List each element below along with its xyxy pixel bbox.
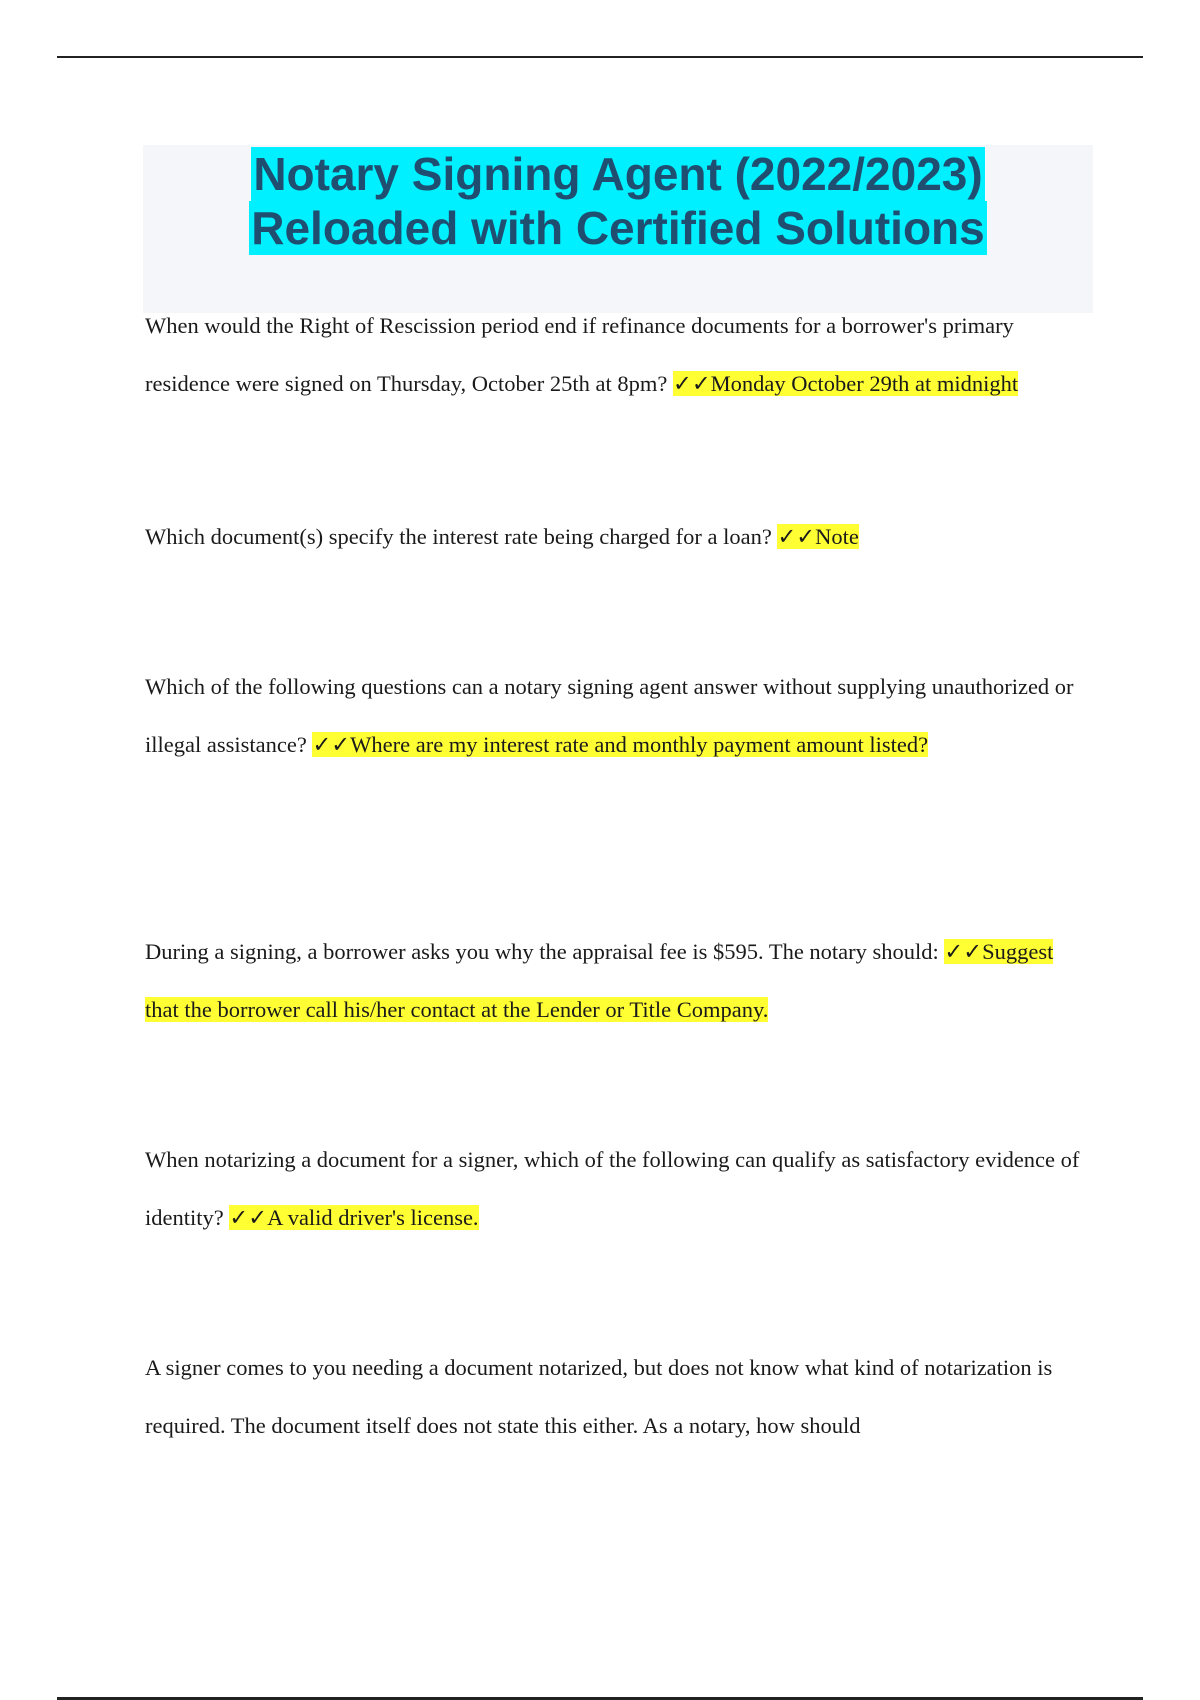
qa-item-5: [145, 1131, 1085, 1247]
question-text: When would the Right of Rescission period end if refinance documents for a borrower's primary residence were signed on Thursday, October 25th at 8pm?: [145, 313, 1014, 396]
answer-highlight: ✓✓A valid driver's license.: [229, 1205, 479, 1230]
qa-item-6: [145, 1339, 1085, 1455]
qa-item-3: [145, 658, 1085, 774]
qa-item-1: [145, 297, 1085, 413]
answer-highlight: ✓✓Monday October 29th at midnight: [672, 371, 1019, 396]
answer-highlight: ✓✓Suggest that the borrower call his/her contact at the Lender or Title Company.: [145, 939, 1054, 1022]
question-text: Which document(s) specify the interest rate being charged for a loan?: [145, 524, 778, 549]
title-block: [143, 145, 1093, 313]
answer-highlight: ✓✓Note: [777, 524, 859, 549]
question-text: A signer comes to you needing a document notarized, but does not know what kind of notarization is required. The document itself does not state this either. As a notary, how should: [145, 1355, 1053, 1438]
document-title-line-1: Notary Signing Agent (2022/2023): [253, 148, 983, 200]
qa-item-4: [145, 923, 1085, 1039]
answer-highlight: ✓✓Where are my interest rate and monthly payment amount listed?: [312, 732, 929, 757]
question-text: Which of the following questions can a notary signing agent answer without supplying unauthorized or illegal assistance?: [145, 674, 1074, 757]
document-title-line-2: Reloaded with Certified Solutions: [251, 202, 985, 254]
header-rule: [57, 56, 1143, 58]
question-text: When notarizing a document for a signer, which of the following can qualify as satisfactory evidence of identity?: [145, 1147, 1080, 1230]
qa-item-2: [145, 508, 1085, 566]
question-text: During a signing, a borrower asks you why the appraisal fee is $595. The notary should:: [145, 939, 945, 964]
